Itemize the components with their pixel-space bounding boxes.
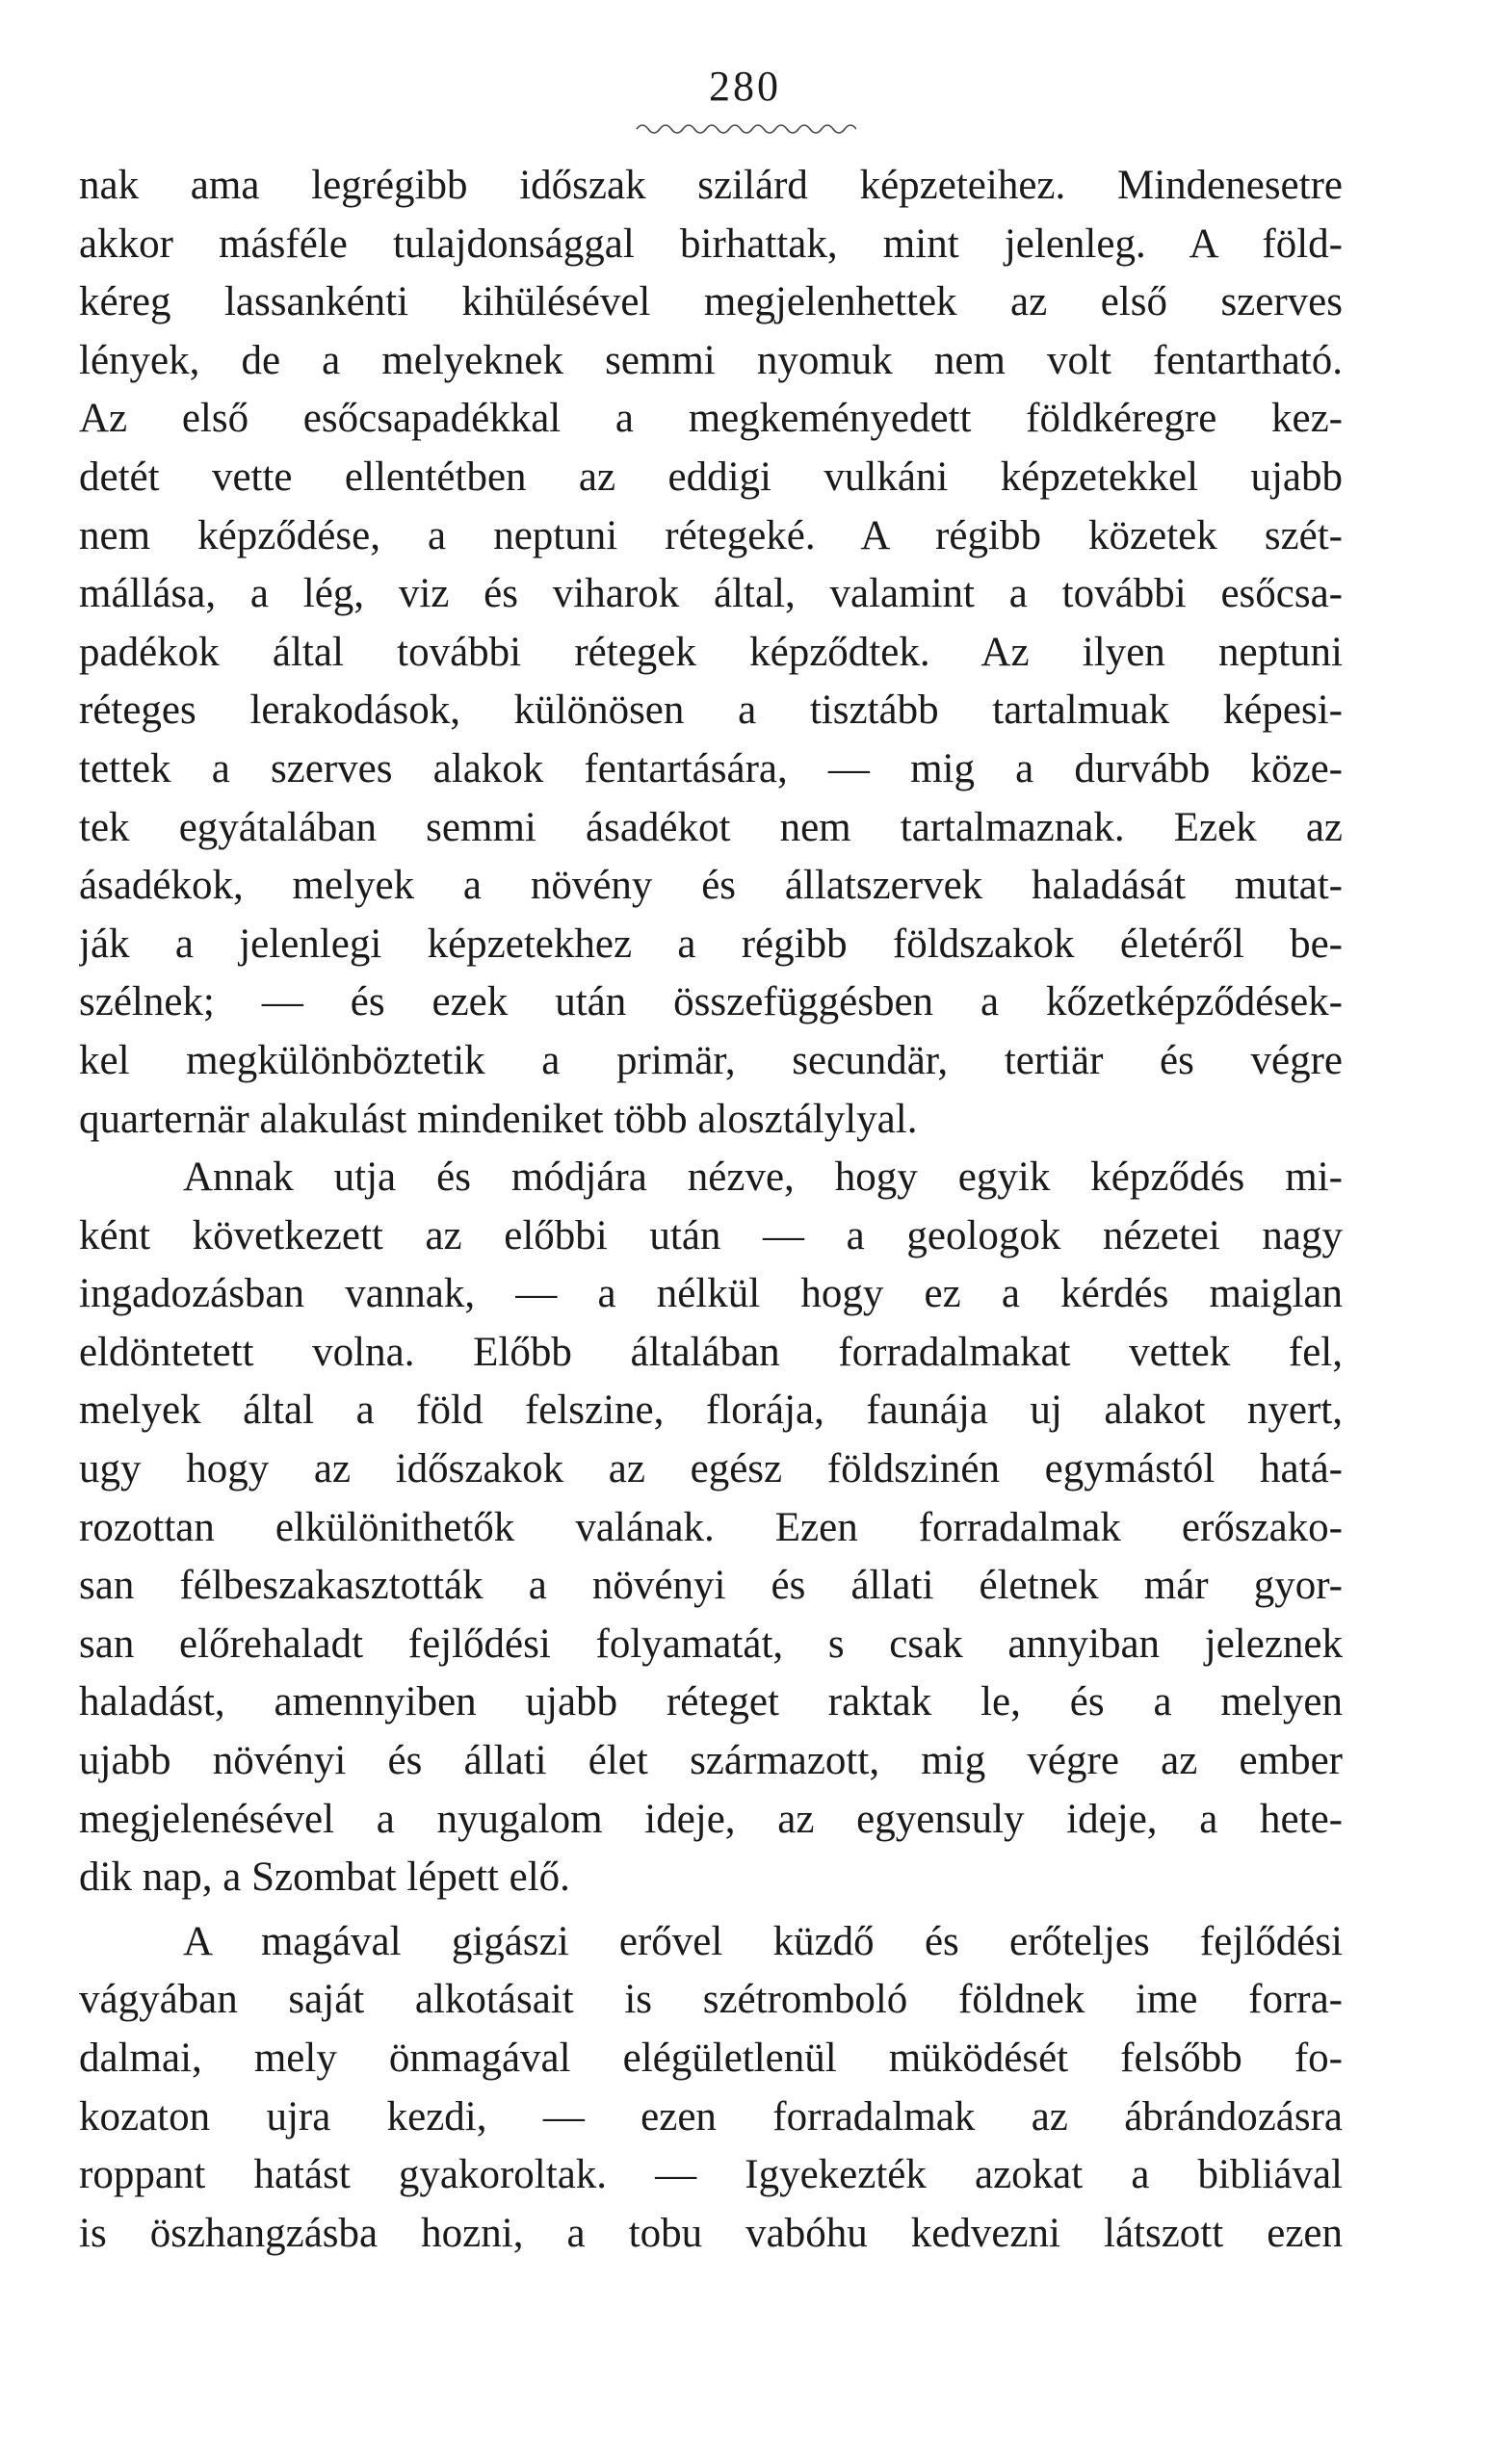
text-line: mállása, a lég, viz és viharok által, valamint a további esőcsa- xyxy=(79,571,1343,617)
text-line: roppant hatást gyakoroltak. — Igyekezték azokat a bibliával xyxy=(79,2152,1343,2198)
text-line: nak ama legrégibb időszak szilárd képzeteihez. Mindenesetre xyxy=(79,163,1343,208)
text-line: eldöntetett volna. Előbb általában forradalmakat vettek fel, xyxy=(79,1329,1343,1375)
text-line: san félbeszakasztották a növényi és állati életnek már gyor- xyxy=(79,1563,1343,1609)
text-line: Az első esőcsapadékkal a megkeményedett földkéregre kez- xyxy=(79,396,1343,442)
text-line: Annak utja és módjára nézve, hogy egyik képződés mi- xyxy=(183,1154,1343,1201)
text-line: réteges lerakodások, különösen a tisztább tartalmuak képesi- xyxy=(79,687,1343,734)
page-number: 280 xyxy=(709,63,781,110)
text-line: quarternär alakulást mindeniket több alosztálylyal. xyxy=(79,1096,918,1142)
body-text xyxy=(79,157,1343,2263)
text-line: dalmai, mely önmagával elégületlenül müködését felsőbb fo- xyxy=(79,2036,1343,2081)
text-line: melyek által a föld felszine, florája, faunája uj alakot nyert, xyxy=(79,1388,1343,1434)
text-line: is öszhangzásba hozni, a tobu vabóhu kedvezni látszott ezen xyxy=(79,2210,1343,2256)
text-line: tettek a szerves alakok fentartására, — mig a durvább köze- xyxy=(79,745,1343,791)
text-line: akkor másféle tulajdonsággal birhattak, mint jelenleg. A föld- xyxy=(79,220,1343,267)
text-line: haladást, amennyiben ujabb réteget raktak le, és a melyen xyxy=(79,1679,1343,1725)
wavy-rule-ornament xyxy=(635,117,856,137)
text-line: ingadozásban vannak, — a nélkül hogy ez a kérdés maiglan xyxy=(79,1271,1343,1317)
text-line: ujabb növényi és állati élet származott, mig végre az ember xyxy=(79,1738,1343,1784)
text-line: kéreg lassankénti kihülésével megjelenhettek az első szerves xyxy=(79,279,1343,325)
text-line: megjelenésével a nyugalom ideje, az egyensuly ideje, a hete- xyxy=(79,1796,1343,1842)
text-line: szélnek; — és ezek után összefüggésben a kőzetképződések- xyxy=(79,979,1343,1025)
text-line: vágyában saját alkotásait is szétromboló földnek ime forra- xyxy=(79,1977,1343,2023)
text-line: detét vette ellentétben az eddigi vulkáni képzetekkel ujabb xyxy=(79,454,1343,500)
text-line: padékok által további rétegek képződtek. Az ilyen neptuni xyxy=(79,629,1343,675)
text-line: ják a jelenlegi képzetekhez a régibb földszakok életéről be- xyxy=(79,921,1343,967)
text-line: ként következett az előbbi után — a geologok nézetei nagy xyxy=(79,1212,1343,1258)
page-header xyxy=(0,60,1490,137)
text-line: nem képződése, a neptuni rétegeké. A régibb közetek szét- xyxy=(79,512,1343,558)
text-line: dik nap, a Szombat lépett elő. xyxy=(79,1854,570,1901)
text-line: ásadékok, melyek a növény és állatszervek haladását mutat- xyxy=(79,863,1343,909)
text-line: ugy hogy az időszakok az egész földszinén egymástól hatá- xyxy=(79,1446,1343,1492)
text-line: A magával gigászi erővel küzdő és erőteljes fejlődési xyxy=(183,1918,1343,1964)
text-line: kozaton ujra kezdi, — ezen forradalmak az ábrándozásra xyxy=(79,2093,1343,2140)
text-line: lények, de a melyeknek semmi nyomuk nem volt fentartható. xyxy=(79,337,1343,383)
text-line: rozottan elkülönithetők valának. Ezen forradalmak erőszako- xyxy=(79,1504,1343,1550)
text-line: kel megkülönböztetik a primär, secundär, tertiär és végre xyxy=(79,1037,1343,1083)
text-line: tek egyátalában semmi ásadékot nem tartalmaznak. Ezek az xyxy=(79,804,1343,850)
text-line: san előrehaladt fejlődési folyamatát, s csak annyiban jeleznek xyxy=(79,1621,1343,1667)
